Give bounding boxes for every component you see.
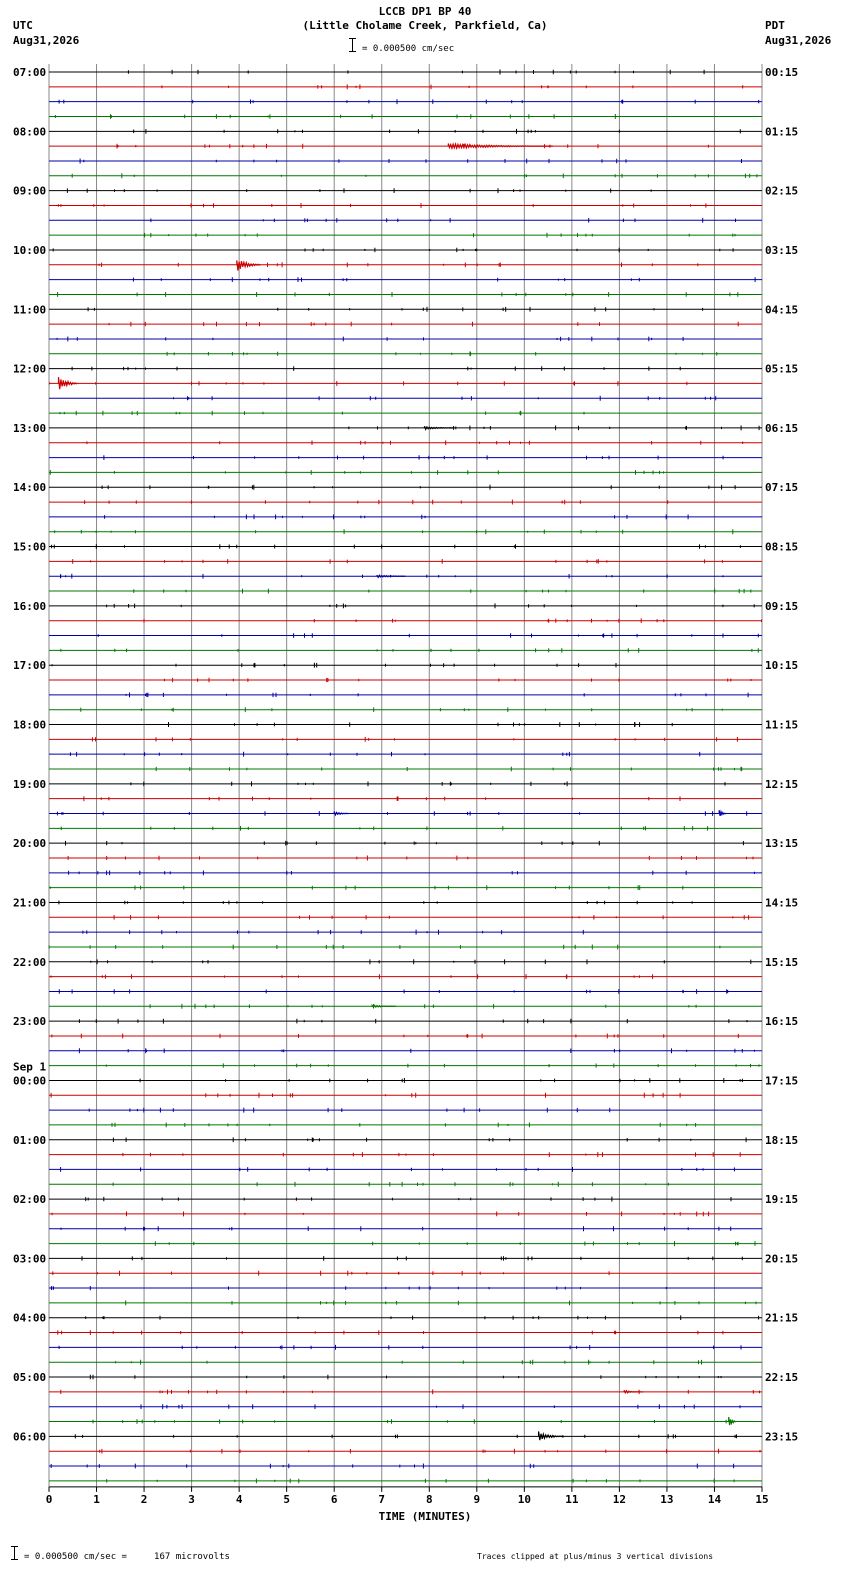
pdt-hour-label: 20:15 xyxy=(765,1252,799,1266)
chart-title: LCCB DP1 BP 40 xyxy=(378,5,472,18)
x-tick-label: 7 xyxy=(378,1492,386,1506)
pdt-hour-label: 17:15 xyxy=(765,1074,799,1088)
pdt-hour-label: 15:15 xyxy=(765,955,799,969)
x-axis-label: TIME (MINUTES) xyxy=(378,1510,472,1523)
x-tick-label: 15 xyxy=(755,1492,769,1506)
utc-hour-label: 20:00 xyxy=(13,837,47,851)
right-date: Aug31,2026 xyxy=(765,34,832,47)
pdt-hour-label: 03:15 xyxy=(765,243,799,257)
utc-hour-label: 08:00 xyxy=(13,125,47,139)
pdt-hour-label: 14:15 xyxy=(765,896,799,910)
x-tick-label: 6 xyxy=(330,1492,338,1506)
x-tick-label: 8 xyxy=(425,1492,433,1506)
footer-clip-note: Traces clipped at plus/minus 3 vertical divisions xyxy=(477,1552,714,1561)
utc-hour-label: 23:00 xyxy=(13,1015,47,1029)
utc-hour-label: 04:00 xyxy=(13,1311,47,1325)
utc-hour-label: 12:00 xyxy=(13,362,47,376)
utc-hour-label: 17:00 xyxy=(13,659,47,673)
utc-hour-label: 05:00 xyxy=(13,1371,47,1385)
x-tick-label: 1 xyxy=(93,1492,100,1506)
utc-hour-label: 03:00 xyxy=(13,1252,47,1266)
utc-hour-label: 16:00 xyxy=(13,599,47,613)
pdt-hour-label: 00:15 xyxy=(765,66,799,79)
pdt-hour-label: 18:15 xyxy=(765,1133,799,1147)
pdt-hour-label: 19:15 xyxy=(765,1193,799,1207)
utc-hour-label: 01:00 xyxy=(13,1133,47,1147)
utc-hour-label: 11:00 xyxy=(13,303,47,317)
pdt-hour-label: 06:15 xyxy=(765,421,799,435)
x-tick-label: 2 xyxy=(140,1492,148,1506)
utc-hour-label: 15:00 xyxy=(13,540,47,554)
x-tick-label: 13 xyxy=(660,1492,674,1506)
utc-hour-label: 09:00 xyxy=(13,184,47,198)
utc-hour-label: 06:00 xyxy=(13,1430,47,1444)
trace-lines xyxy=(49,70,762,1484)
seismic-event xyxy=(729,1417,736,1425)
left-date: Aug31,2026 xyxy=(13,34,80,47)
pdt-hour-label: 23:15 xyxy=(765,1430,799,1444)
utc-hour-label: 10:00 xyxy=(13,243,47,257)
utc-hour-label: 19:00 xyxy=(13,777,47,791)
utc-hour-label: 14:00 xyxy=(13,481,47,495)
date-change-label: Sep 1 xyxy=(13,1060,47,1074)
pdt-hour-label: 16:15 xyxy=(765,1015,799,1029)
seismic-event xyxy=(59,377,78,389)
utc-hour-label: 02:00 xyxy=(13,1193,47,1207)
seismic-event xyxy=(334,812,348,815)
x-tick-label: 9 xyxy=(473,1492,481,1506)
pdt-hour-label: 09:15 xyxy=(765,599,799,613)
utc-hour-label: 18:00 xyxy=(13,718,47,732)
right-timezone: PDT xyxy=(765,19,785,32)
pdt-hour-label: 21:15 xyxy=(765,1311,799,1325)
footer-scale-icon xyxy=(14,1546,15,1560)
x-tick-label: 12 xyxy=(612,1492,627,1506)
utc-hour-label: 00:00 xyxy=(13,1074,47,1088)
pdt-hour-label: 10:15 xyxy=(765,659,799,673)
footer-scale-note: = 0.000500 cm/sec = 167 microvolts xyxy=(24,1552,230,1562)
axis-labels xyxy=(13,66,798,1506)
utc-hour-label: 21:00 xyxy=(13,896,47,910)
x-tick-label: 11 xyxy=(565,1492,579,1506)
utc-hour-label: 07:00 xyxy=(13,66,47,79)
pdt-hour-label: 04:15 xyxy=(765,303,799,317)
pdt-hour-label: 01:15 xyxy=(765,125,799,139)
pdt-hour-label: 07:15 xyxy=(765,481,799,495)
chart-subtitle: (Little Cholame Creek, Parkfield, Ca) xyxy=(302,19,548,32)
x-tick-label: 10 xyxy=(517,1492,531,1506)
x-tick-label: 5 xyxy=(283,1492,290,1506)
pdt-hour-label: 02:15 xyxy=(765,184,799,198)
scale-label: = 0.000500 cm/sec xyxy=(362,44,455,54)
x-tick-label: 3 xyxy=(188,1492,195,1506)
seismic-event xyxy=(237,261,261,271)
seismic-event xyxy=(624,1390,643,1393)
pdt-hour-label: 08:15 xyxy=(765,540,799,554)
x-tick-label: 0 xyxy=(45,1492,53,1506)
pdt-hour-label: 11:15 xyxy=(765,718,799,732)
pdt-hour-label: 05:15 xyxy=(765,362,799,376)
seismic-event xyxy=(372,1005,396,1007)
utc-hour-label: 22:00 xyxy=(13,955,47,969)
utc-hour-label: 13:00 xyxy=(13,421,47,435)
x-tick-label: 14 xyxy=(707,1492,722,1506)
pdt-hour-label: 22:15 xyxy=(765,1371,799,1385)
seismic-event xyxy=(719,810,726,816)
x-tick-label: 4 xyxy=(235,1492,243,1506)
seismic-event xyxy=(539,1431,563,1440)
pdt-hour-label: 13:15 xyxy=(765,837,799,851)
left-timezone: UTC xyxy=(13,19,33,32)
pdt-hour-label: 12:15 xyxy=(765,777,799,791)
